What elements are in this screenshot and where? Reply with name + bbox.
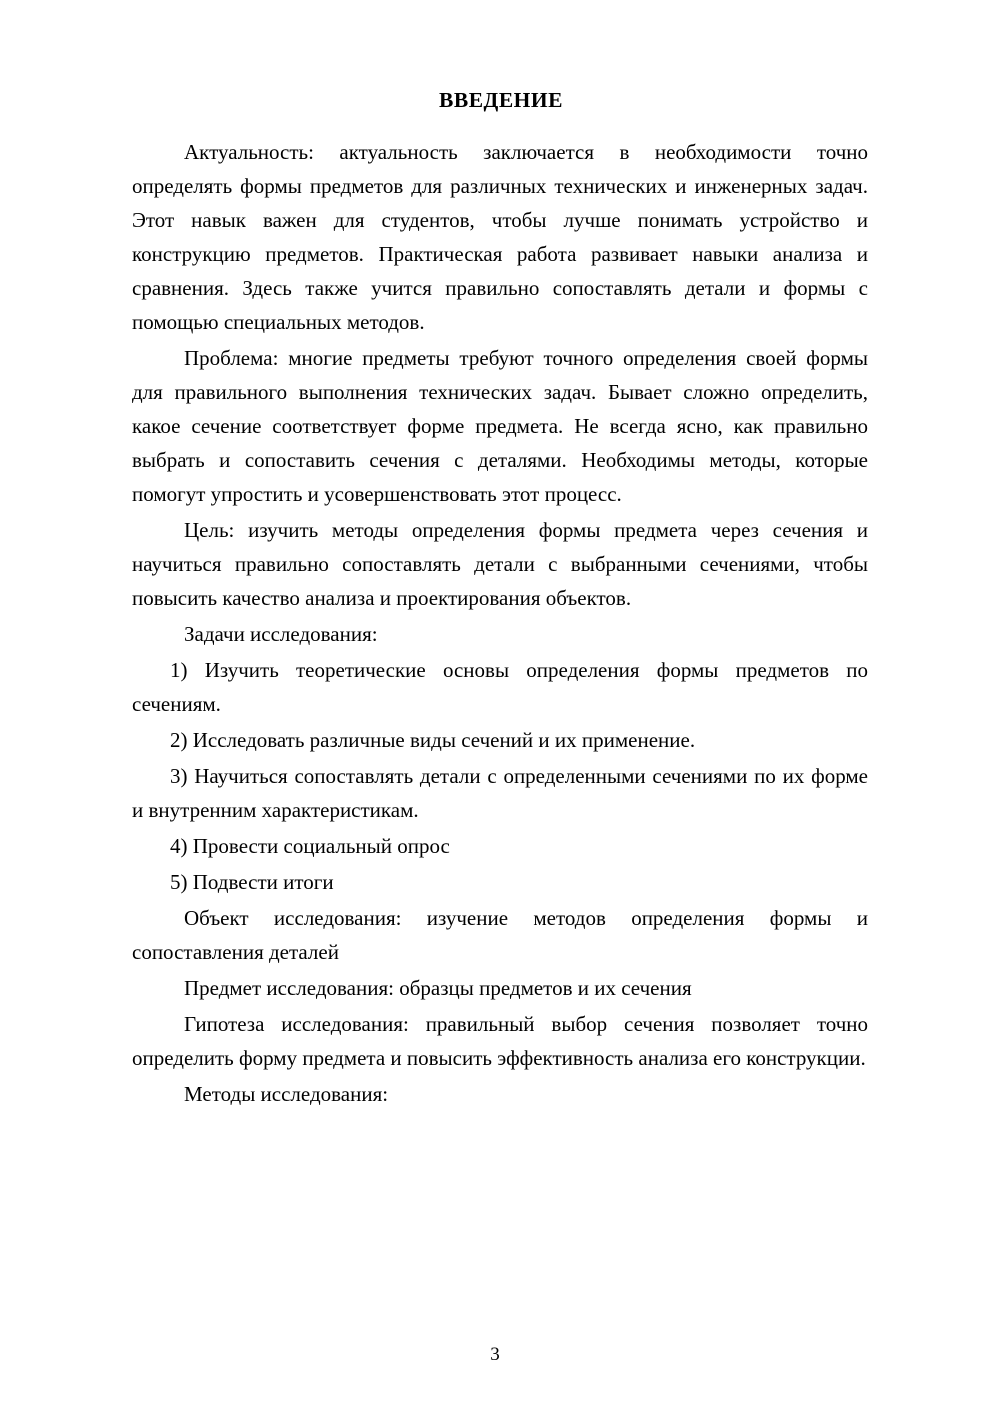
task-item-2: 2) Исследовать различные виды сечений и их применение. <box>170 728 696 753</box>
paragraph-problem: Проблема: многие предметы требуют точного определения своей формы для правильного выполнения технических задач. Бывает сложно определить, какое сечение соответствует форме предмета. Не всегда ясно, как правильно выбрать и сопоставить сечения с деталями. Необходимы методы, которые помогут упростить и усовершенствовать этот процесс. <box>132 346 868 507</box>
tasks-heading: Задачи исследования: <box>184 622 378 647</box>
methods-heading: Методы исследования: <box>184 1082 389 1107</box>
page-number: 3 <box>490 1344 500 1365</box>
paragraph-subject: Предмет исследования: образцы предметов и их сечения <box>184 976 692 1001</box>
paragraph-relevance: Актуальность: актуальность заключается в необходимости точно определять формы предметов для различных технических и инженерных задач. Этот навык важен для студентов, чтобы лучше понимать устройство и конструкцию предметов. Практическая работа развивает навыки анализа и сравнения. Здесь также учится правильно сопоставлять детали и формы с помощью специальных методов. <box>132 140 868 335</box>
paragraph-object: Объект исследования: изучение методов определения формы и сопоставления деталей <box>132 906 868 965</box>
paragraph-hypothesis: Гипотеза исследования: правильный выбор сечения позволяет точно определить форму предмета и повысить эффективность анализа его конструкции. <box>132 1012 868 1071</box>
paragraph-goal: Цель: изучить методы определения формы предмета через сечения и научиться правильно сопоставлять детали с выбранными сечениями, чтобы повысить качество анализа и проектирования объектов. <box>132 518 868 611</box>
page-title: ВВЕДЕНИЕ <box>439 88 563 112</box>
task-item-3: 3) Научиться сопоставлять детали с определенными сечениями по их форме и внутренним характеристикам. <box>132 764 868 823</box>
task-item-4: 4) Провести социальный опрос <box>170 834 450 859</box>
task-item-5: 5) Подвести итоги <box>170 870 334 895</box>
task-item-1: 1) Изучить теоретические основы определения формы предметов по сечениям. <box>132 658 868 717</box>
